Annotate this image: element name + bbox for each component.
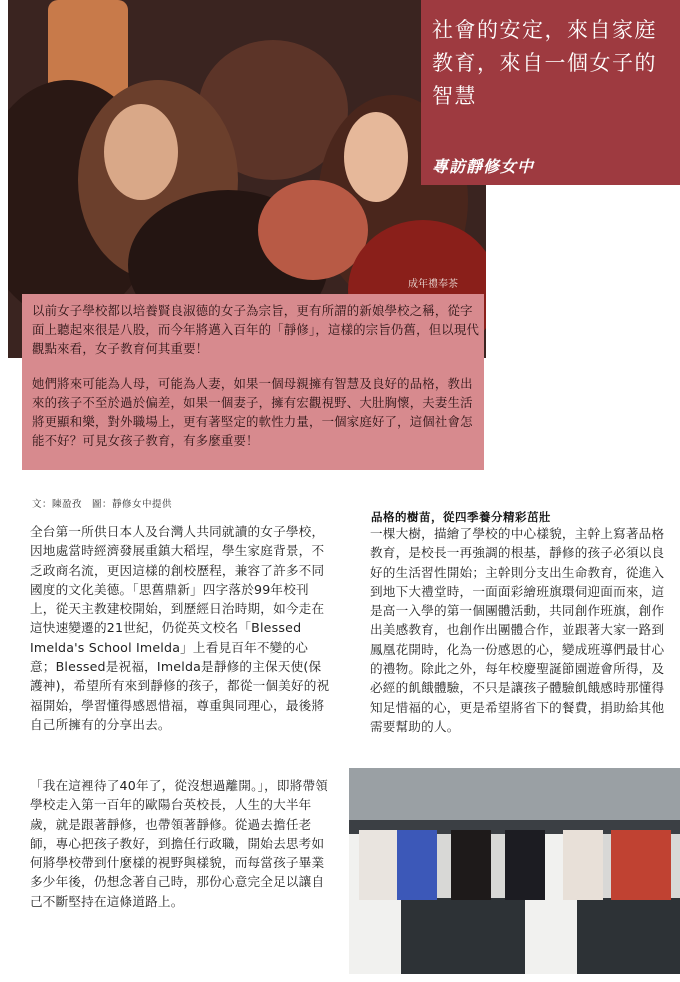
intro-paragraph: 以前女子學校都以培養賢良淑德的女子為宗旨，更有所謂的新娘學校之稱，從字面上聽起來很是八股，而今年將邁入百年的「靜修」，這樣的宗旨仍舊，但以現代觀點來看，女子教育何其重要！ [32,303,480,356]
photo-class-flags [349,768,680,974]
section-heading: 品格的樹苗，從四季養分精彩茁壯 [371,510,551,524]
photo-caption: 成年禮奉茶 [408,279,458,290]
byline: 文：陳盈孜 圖：靜修女中提供 [32,499,173,510]
body-paragraph: 「我在這裡待了40年了，從沒想過離開。」，即將帶領學校走入第一百年的歐陽台英校長，人生的大半年歲，就是跟著靜修，也帶領著靜修。從過去擔任老師，專心把孩子教好，到擔任行政職，開始去思考如何將學校帶到什麼樣的視野與樣貌，而每當孩子畢業多少年後，仍想念著自己時，那份心意完全足以讓自己不斷堅持在這條道路上。 [30,778,329,909]
article-title: 社會的安定，來自家庭教育，來自一個女子的智慧 [432,18,657,108]
body-paragraph: 全台第一所供日本人及台灣人共同就讀的女子學校，因地處當時經濟發展重鎮大稻埕，學生家庭背景，不乏政商名流，更因這樣的創校歷程，兼容了許多不同國度的文化美德。「思舊鼎新」四字落於99年校刊上，從天主教建校開始，到歷經日治時期，如今走在這快速變遷的21世紀，仍從英文校名「Blessed Imelda's School Imelda」上看見百年不變的心意；Blessed是祝福，Imelda是靜修的主保天使(保護神)，希望所有來到靜修的孩子，都從一個美好的祝福開始，學習懂得感恩惜福，尊重與同理心，最後將自己所擁有的分享出去。 [30,524,330,732]
article-subtitle: 專訪靜修女中 [432,157,535,176]
intro-paragraph: 她們將來可能為人母，可能為人妻，如果一個母親擁有智慧及良好的品格，教出來的孩子不至於過於偏差，如果一個妻子，擁有宏觀視野、大肚胸懷，夫妻生活將更顯和樂，對外職場上，更有著堅定的軟性力量，一個家庭好了，這個社會怎能不好？可見女孩子教育，有多麼重要！ [32,376,473,448]
body-paragraph: 一棵大樹，描繪了學校的中心樣貌，主幹上寫著品格教育，是校長一再強調的根基，靜修的孩子必須以良好的生活習性開始；主幹則分支出生命教育，從進入到地下大禮堂時，一面面彩繪班旗環伺迎面而來，這是高一入學的第一個團體活動，共同創作班旗，創作出美感教育，也創作出團體合作，並跟著大家一路到鳳凰花開時，化為一份感恩的心，變成班導們最甘心的禮物。除此之外，每年校慶聖誕節園遊會所得，及必經的飢餓體驗，不只是讓孩子體驗飢餓感時那懂得知足惜福的心，更是希望將省下的餐費，捐助給其他需要幫助的人。 [370,526,665,734]
